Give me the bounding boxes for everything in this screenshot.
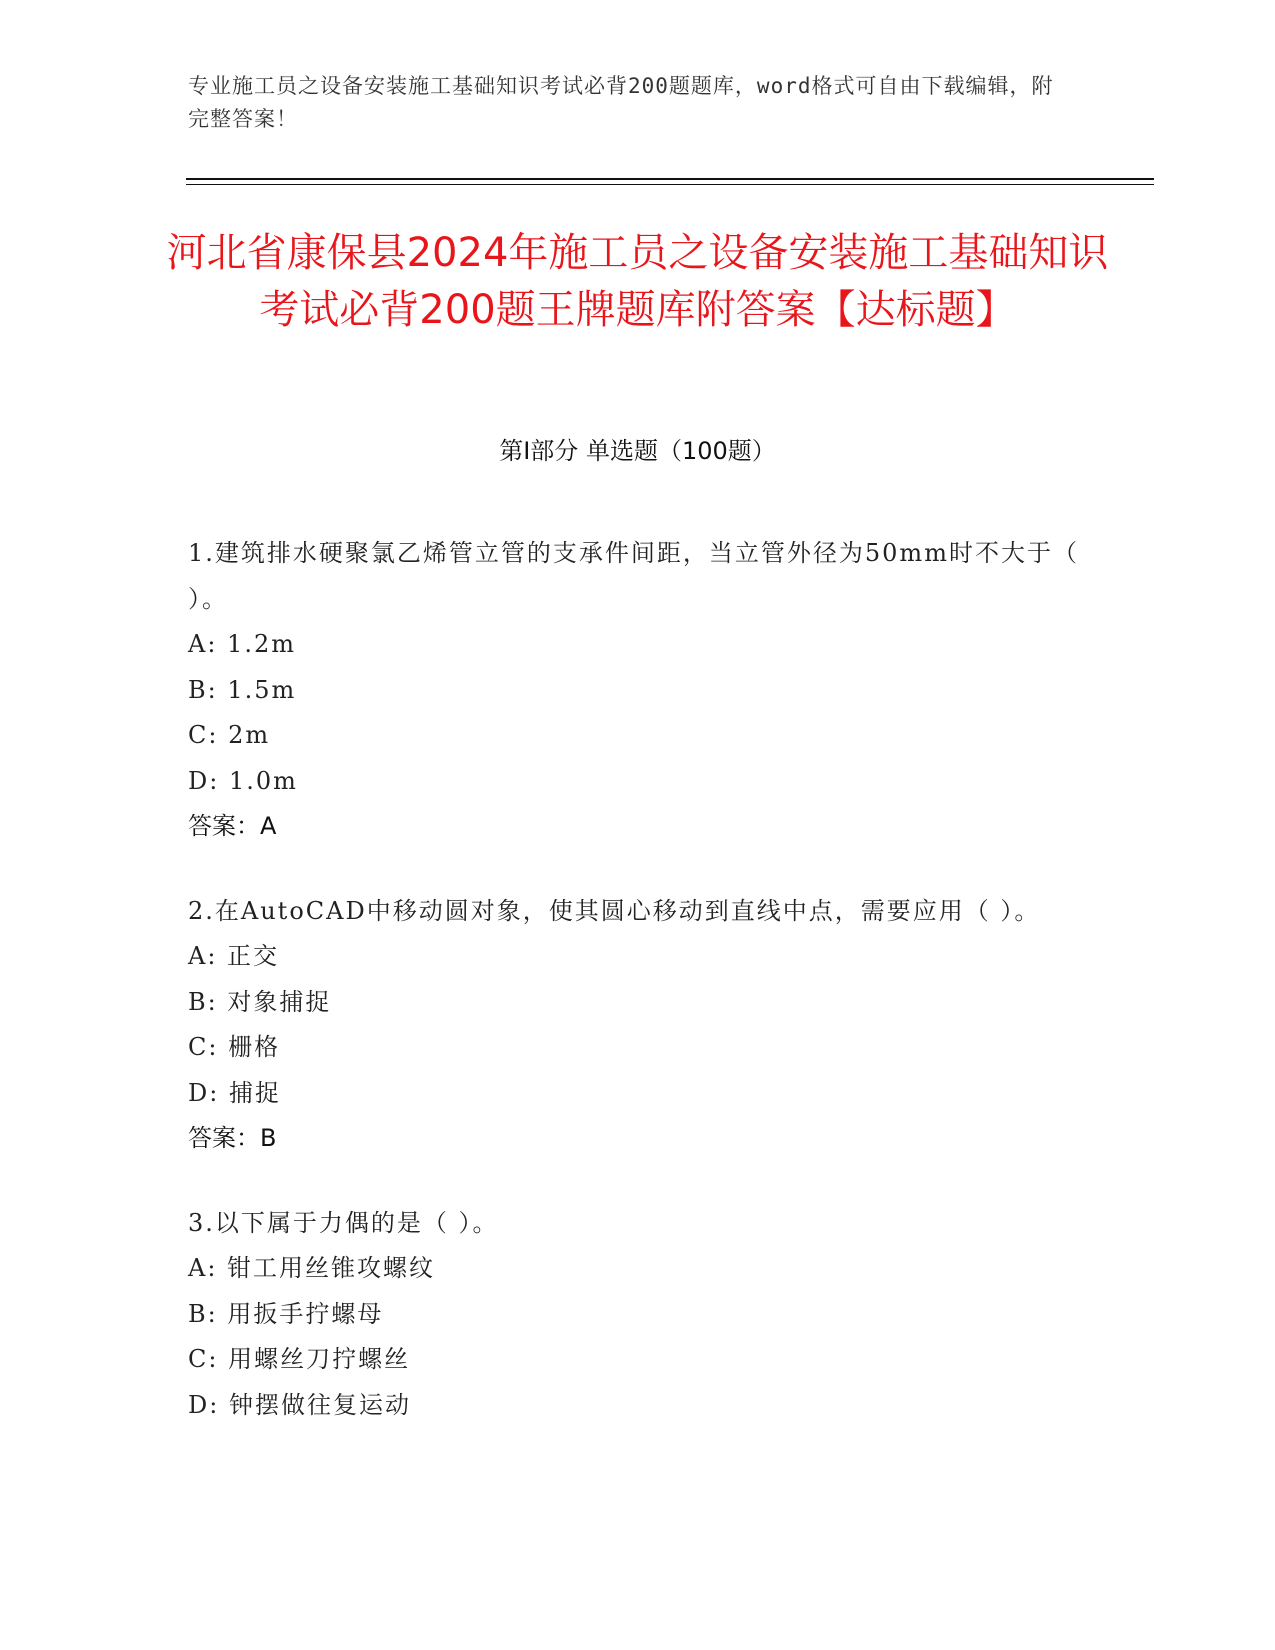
question-stem: 2.在AutoCAD中移动圆对象，使其圆心移动到直线中点，需要应用（ ）。 xyxy=(188,897,1041,925)
answer-label: 答案：B xyxy=(188,1124,277,1152)
question-1 xyxy=(188,530,1088,849)
option-a: A: 正交 xyxy=(188,942,280,970)
header-divider-thick xyxy=(186,178,1154,180)
header-note: 专业施工员之设备安装施工基础知识考试必背200题题库，word格式可自由下载编辑，附完整答案！ xyxy=(188,74,1054,131)
option-c: C: 2m xyxy=(188,721,271,749)
question-stem: 3.以下属于力偶的是（ ）。 xyxy=(188,1209,499,1237)
option-c: C: 栅格 xyxy=(188,1033,281,1061)
section-heading: 第I部分 单选题（100题） xyxy=(499,437,776,465)
question-2 xyxy=(188,888,1088,1161)
option-b: B: 1.5m xyxy=(188,675,297,704)
question-stem: 1.建筑排水硬聚氯乙烯管立管的支承件间距，当立管外径为50mm时不大于（ ）。 xyxy=(188,539,1079,613)
question-list xyxy=(188,530,1088,1467)
option-d: D: 捕捉 xyxy=(188,1078,281,1107)
answer-label: 答案：A xyxy=(188,812,277,840)
option-d: D: 1.0m xyxy=(188,766,298,795)
question-3 xyxy=(188,1200,1088,1428)
option-c: C: 用螺丝刀拧螺丝 xyxy=(188,1345,411,1373)
option-b: B: 用扳手拧螺母 xyxy=(188,1299,384,1328)
option-a: A: 1.2m xyxy=(188,630,296,658)
header-divider-thin xyxy=(186,184,1154,185)
option-a: A: 钳工用丝锥攻螺纹 xyxy=(188,1254,436,1282)
option-d: D: 钟摆做往复运动 xyxy=(188,1390,411,1419)
option-b: B: 对象捕捉 xyxy=(188,987,332,1016)
document-title: 河北省康保县2024年施工员之设备安装施工基础知识考试必背200题王牌题库附答案【达标题】 xyxy=(166,230,1109,333)
